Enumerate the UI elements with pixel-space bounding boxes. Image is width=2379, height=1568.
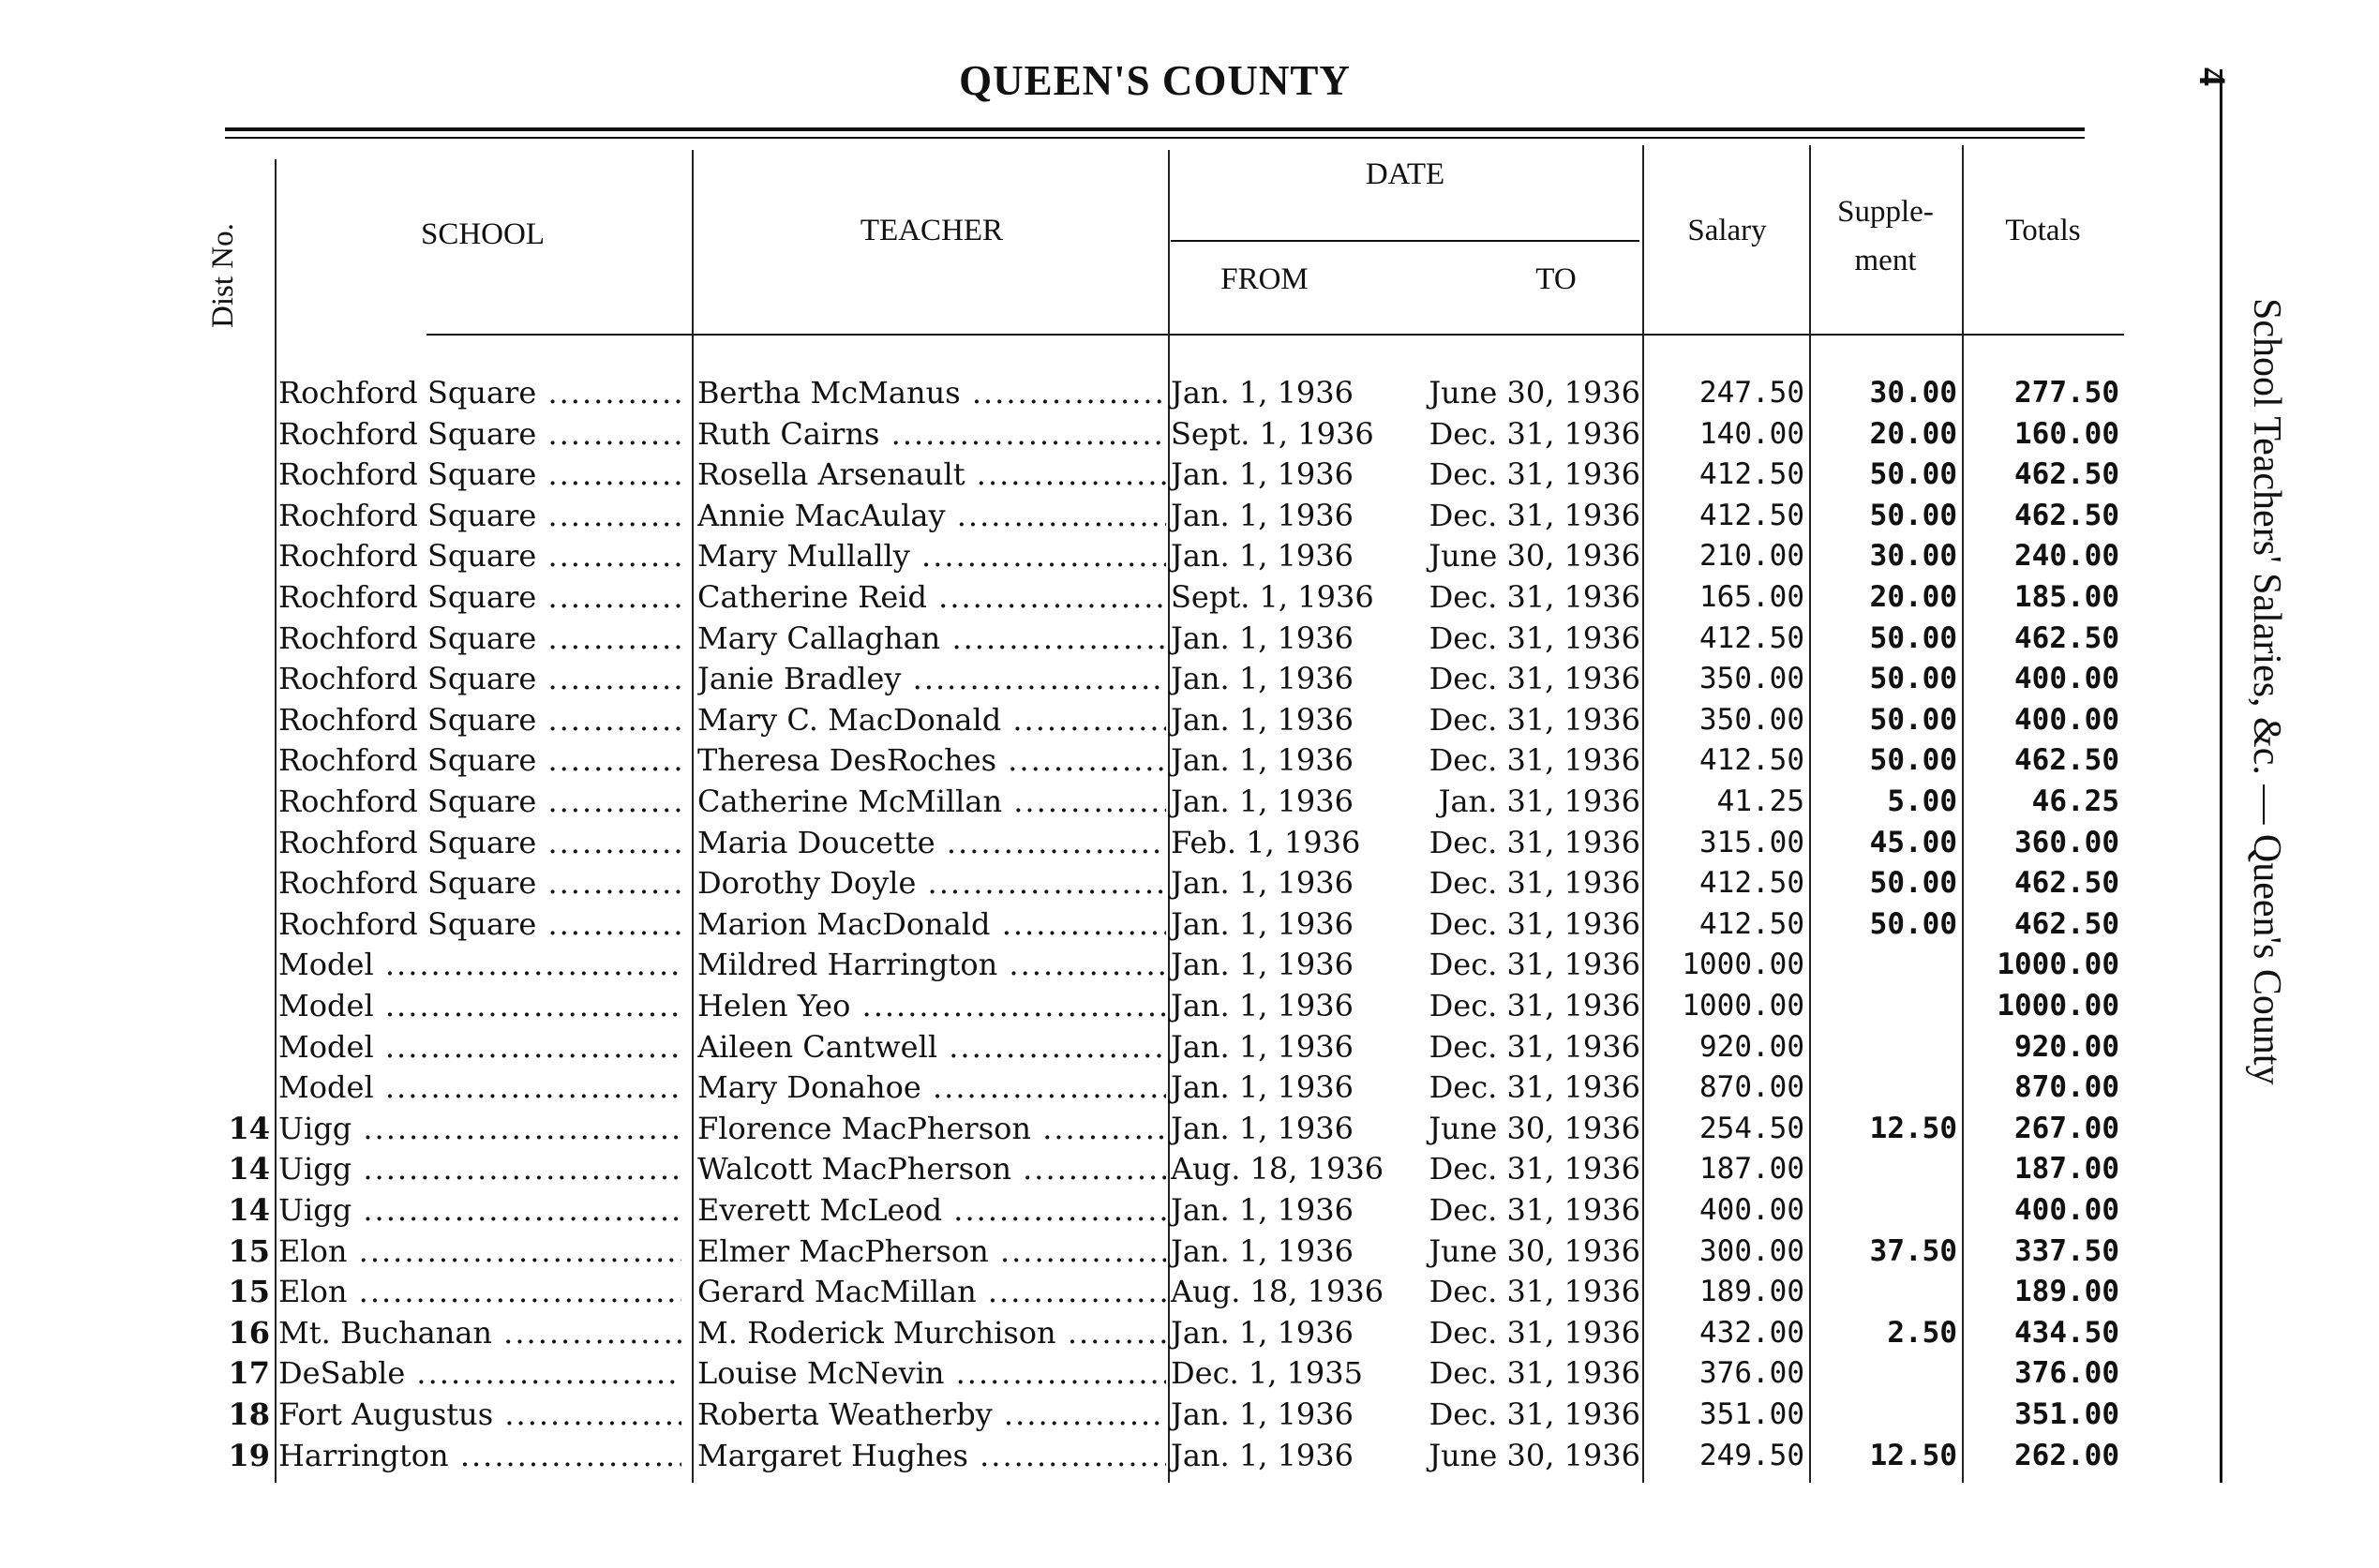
cell-date-to: June 30, 1936 — [1429, 538, 1640, 575]
cell-teacher: Helen Yeo ..... — [697, 986, 1166, 1026]
cell-dist-no: 18 — [228, 1396, 270, 1432]
cell-date-from: Jan. 1, 1936 — [1171, 905, 1354, 942]
cell-date-to: Dec. 31, 1936 — [1429, 1192, 1640, 1228]
cell-date-to: Dec. 31, 1936 — [1429, 865, 1640, 902]
cell-school: Rochford Square ..... — [278, 823, 681, 863]
cell-total: 277.50 — [2014, 376, 2119, 410]
table-row — [0, 782, 2156, 822]
cell-total: 462.50 — [2014, 457, 2119, 492]
cell-date-from: Jan. 1, 1936 — [1171, 988, 1354, 1023]
cell-total: 462.50 — [2014, 743, 2119, 778]
cell-salary: 412.50 — [1699, 906, 1804, 941]
cell-salary: 249.50 — [1699, 1438, 1804, 1472]
cell-teacher: Mary Mullally ..... — [697, 536, 1166, 576]
cell-teacher: Walcott MacPherson ..... — [697, 1149, 1166, 1189]
cell-total: 262.00 — [2014, 1438, 2119, 1472]
cell-date-to: Dec. 31, 1936 — [1429, 1396, 1640, 1432]
cell-date-from: Jan. 1, 1936 — [1171, 865, 1354, 902]
date-divider — [1171, 240, 1639, 242]
cell-date-to: June 30, 1936 — [1429, 1232, 1640, 1269]
cell-date-to: Dec. 31, 1936 — [1429, 1314, 1640, 1351]
cell-date-from: Jan. 1, 1936 — [1171, 947, 1354, 983]
cell-teacher: Florence MacPherson ..... — [697, 1109, 1166, 1149]
cell-date-to: June 30, 1936 — [1429, 1437, 1640, 1473]
cell-date-from: Aug. 18, 1936 — [1171, 1151, 1384, 1187]
cell-date-from: Jan. 1, 1936 — [1171, 784, 1354, 819]
cell-teacher: Mary Callaghan ..... — [697, 619, 1166, 659]
cell-salary: 920.00 — [1699, 1029, 1804, 1064]
cell-date-to: June 30, 1936 — [1429, 375, 1640, 411]
cell-date-from: Jan. 1, 1936 — [1171, 497, 1354, 533]
cell-date-from: Dec. 1, 1935 — [1171, 1355, 1363, 1392]
cell-total: 185.00 — [2014, 580, 2119, 614]
running-title: School Teachers' Salaries, &c. — Queen's County — [2245, 298, 2288, 1085]
cell-total: 434.50 — [2014, 1315, 2119, 1350]
cell-supplement: 50.00 — [1869, 498, 1957, 532]
cell-date-to: Dec. 31, 1936 — [1429, 1274, 1640, 1310]
cell-salary: 1000.00 — [1682, 989, 1804, 1023]
cell-supplement: 20.00 — [1869, 580, 1957, 614]
cell-date-to: Dec. 31, 1936 — [1429, 620, 1640, 656]
cell-salary: 412.50 — [1699, 620, 1804, 655]
cell-teacher: Mary Donahoe ..... — [697, 1068, 1166, 1108]
table-row — [0, 740, 2156, 781]
table-row — [0, 455, 2156, 495]
header-totals: Totals — [2005, 214, 2081, 247]
table-row — [0, 577, 2156, 618]
cell-total: 920.00 — [2014, 1029, 2119, 1064]
header-salary: Salary — [1687, 214, 1767, 247]
cell-school: Uigg ..... — [278, 1149, 681, 1189]
cell-date-from: Jan. 1, 1936 — [1171, 742, 1354, 779]
cell-salary: 432.00 — [1699, 1315, 1804, 1350]
cell-total: 462.50 — [2014, 498, 2119, 532]
cell-salary: 350.00 — [1699, 702, 1804, 737]
cell-supplement: 5.00 — [1887, 784, 1957, 818]
cell-supplement: 12.50 — [1869, 1111, 1957, 1145]
cell-date-from: Jan. 1, 1936 — [1171, 375, 1354, 411]
cell-date-from: Jan. 1, 1936 — [1171, 701, 1354, 738]
cell-teacher: M. Roderick Murchison ..... — [697, 1313, 1166, 1353]
cell-teacher: Margaret Hughes ..... — [697, 1436, 1166, 1476]
header-supplement: Supple- ment — [1837, 195, 1934, 277]
cell-date-from: Aug. 18, 1936 — [1171, 1274, 1384, 1310]
cell-salary: 140.00 — [1699, 416, 1804, 451]
table-row — [0, 904, 2156, 945]
table-row — [0, 536, 2156, 576]
cell-supplement: 20.00 — [1869, 416, 1957, 451]
cell-date-to: Dec. 31, 1936 — [1429, 947, 1640, 983]
cell-total: 187.00 — [2014, 1152, 2119, 1187]
header-school: SCHOOL — [420, 217, 546, 251]
cell-salary: 400.00 — [1699, 1193, 1804, 1227]
cell-supplement: 45.00 — [1869, 825, 1957, 859]
table-row — [0, 1232, 2156, 1272]
cell-school: DeSable ..... — [278, 1353, 681, 1394]
cell-teacher: Catherine Reid ..... — [697, 577, 1166, 618]
cell-date-from: Jan. 1, 1936 — [1171, 1192, 1354, 1228]
cell-salary: 315.00 — [1699, 825, 1804, 859]
cell-total: 462.50 — [2014, 620, 2119, 655]
cell-school: Harrington ..... — [278, 1436, 681, 1476]
cell-date-to: Dec. 31, 1936 — [1429, 415, 1640, 452]
header-date: DATE — [1365, 157, 1445, 191]
table-row — [0, 1190, 2156, 1231]
page-title: QUEEN'S COUNTY — [959, 57, 1351, 104]
cell-teacher: Mildred Harrington ..... — [697, 945, 1166, 985]
cell-salary: 412.50 — [1699, 498, 1804, 532]
cell-salary: 351.00 — [1699, 1397, 1804, 1431]
cell-school: Rochford Square ..... — [278, 536, 681, 576]
cell-date-to: Dec. 31, 1936 — [1429, 579, 1640, 615]
cell-teacher: Catherine McMillan ..... — [697, 782, 1166, 822]
cell-teacher: Mary C. MacDonald ..... — [697, 700, 1166, 740]
cell-date-to: Dec. 31, 1936 — [1429, 661, 1640, 697]
cell-school: Elon ..... — [278, 1272, 681, 1312]
cell-total: 400.00 — [2014, 662, 2119, 696]
cell-total: 189.00 — [2014, 1275, 2119, 1309]
table-row — [0, 945, 2156, 985]
table-row — [0, 986, 2156, 1026]
cell-dist-no: 14 — [228, 1192, 270, 1228]
cell-school: Model ..... — [278, 986, 681, 1026]
cell-supplement: 37.50 — [1869, 1233, 1957, 1268]
cell-supplement: 2.50 — [1887, 1315, 1957, 1350]
cell-teacher: Gerard MacMillan ..... — [697, 1272, 1166, 1312]
cell-salary: 376.00 — [1699, 1356, 1804, 1391]
table-row — [0, 1149, 2156, 1189]
cell-date-to: Dec. 31, 1936 — [1429, 1028, 1640, 1065]
cell-teacher: Elmer MacPherson ..... — [697, 1232, 1166, 1272]
table-row — [0, 1395, 2156, 1435]
cell-date-from: Sept. 1, 1936 — [1171, 415, 1374, 452]
cell-school: Rochford Square ..... — [278, 740, 681, 781]
header-dist-no: Dist No. — [206, 223, 240, 328]
cell-dist-no: 19 — [228, 1437, 270, 1473]
cell-school: Model ..... — [278, 1027, 681, 1068]
cell-date-from: Jan. 1, 1936 — [1171, 1028, 1354, 1065]
cell-teacher: Roberta Weatherby ..... — [697, 1395, 1166, 1435]
cell-salary: 300.00 — [1699, 1233, 1804, 1268]
cell-school: Rochford Square ..... — [278, 863, 681, 903]
cell-total: 1000.00 — [1997, 948, 2119, 982]
cell-teacher: Louise McNevin ..... — [697, 1353, 1166, 1394]
table-row — [0, 863, 2156, 903]
cell-date-from: Jan. 1, 1936 — [1171, 620, 1354, 656]
cell-teacher: Dorothy Doyle ..... — [697, 863, 1166, 903]
table-row — [0, 1068, 2156, 1108]
cell-school: Rochford Square ..... — [278, 455, 681, 495]
cell-total: 462.50 — [2014, 906, 2119, 941]
cell-supplement: 50.00 — [1869, 866, 1957, 901]
cell-date-to: Dec. 31, 1936 — [1429, 824, 1640, 860]
cell-salary: 870.00 — [1699, 1070, 1804, 1105]
cell-school: Model ..... — [278, 1068, 681, 1108]
cell-supplement: 50.00 — [1869, 743, 1957, 778]
cell-date-from: Jan. 1, 1936 — [1171, 538, 1354, 575]
cell-date-from: Sept. 1, 1936 — [1171, 579, 1374, 615]
cell-total: 160.00 — [2014, 416, 2119, 451]
cell-supplement: 30.00 — [1869, 376, 1957, 410]
cell-salary: 187.00 — [1699, 1152, 1804, 1187]
table-row — [0, 1436, 2156, 1476]
cell-supplement: 50.00 — [1869, 457, 1957, 492]
cell-salary: 189.00 — [1699, 1275, 1804, 1309]
cell-teacher: Annie MacAulay ..... — [697, 496, 1166, 536]
header-bottom-rule — [426, 334, 2124, 336]
cell-school: Rochford Square ..... — [278, 700, 681, 740]
cell-school: Rochford Square ..... — [278, 782, 681, 822]
cell-teacher: Marion MacDonald ..... — [697, 904, 1166, 945]
cell-date-to: Dec. 31, 1936 — [1429, 456, 1640, 493]
cell-salary: 412.50 — [1699, 457, 1804, 492]
cell-total: 351.00 — [2014, 1397, 2119, 1431]
cell-total: 400.00 — [2014, 1193, 2119, 1227]
cell-salary: 412.50 — [1699, 866, 1804, 901]
cell-total: 870.00 — [2014, 1070, 2119, 1105]
header-from: FROM — [1220, 262, 1309, 296]
cell-salary: 350.00 — [1699, 662, 1804, 696]
cell-school: Elon ..... — [278, 1232, 681, 1272]
table-row — [0, 1109, 2156, 1149]
cell-date-to: Dec. 31, 1936 — [1429, 701, 1640, 738]
cell-supplement: 12.50 — [1869, 1438, 1957, 1472]
cell-teacher: Rosella Arsenault ..... — [697, 455, 1166, 495]
cell-school: Rochford Square ..... — [278, 577, 681, 618]
cell-date-to: Dec. 31, 1936 — [1429, 988, 1640, 1023]
cell-school: Model ..... — [278, 945, 681, 985]
cell-school: Uigg ..... — [278, 1109, 681, 1149]
cell-supplement: 50.00 — [1869, 620, 1957, 655]
cell-total: 267.00 — [2014, 1111, 2119, 1145]
cell-school: Mt. Buchanan ..... — [278, 1313, 681, 1353]
margin-rule — [2220, 69, 2222, 1483]
cell-supplement: 50.00 — [1869, 662, 1957, 696]
table-row — [0, 1353, 2156, 1394]
cell-date-to: Jan. 31, 1936 — [1438, 784, 1640, 819]
cell-teacher: Maria Doucette ..... — [697, 823, 1166, 863]
cell-date-to: June 30, 1936 — [1429, 1110, 1640, 1146]
page-number: 4 — [2192, 67, 2234, 86]
cell-date-from: Jan. 1, 1936 — [1171, 1069, 1354, 1106]
cell-date-from: Jan. 1, 1936 — [1171, 661, 1354, 697]
cell-teacher: Bertha McManus ..... — [697, 373, 1166, 413]
cell-date-to: Dec. 31, 1936 — [1429, 1355, 1640, 1392]
cell-dist-no: 16 — [228, 1314, 270, 1351]
cell-total: 46.25 — [2031, 784, 2119, 818]
cell-date-from: Feb. 1, 1936 — [1171, 824, 1361, 860]
cell-total: 337.50 — [2014, 1233, 2119, 1268]
cell-teacher: Theresa DesRoches ..... — [697, 740, 1166, 781]
cell-date-from: Jan. 1, 1936 — [1171, 1232, 1354, 1269]
cell-school: Rochford Square ..... — [278, 414, 681, 455]
header-rule-top — [225, 127, 2085, 131]
cell-salary: 254.50 — [1699, 1111, 1804, 1145]
cell-total: 1000.00 — [1997, 989, 2119, 1023]
cell-date-to: Dec. 31, 1936 — [1429, 1069, 1640, 1106]
table-row — [0, 1313, 2156, 1353]
cell-total: 376.00 — [2014, 1356, 2119, 1391]
cell-school: Rochford Square ..... — [278, 496, 681, 536]
cell-date-from: Jan. 1, 1936 — [1171, 456, 1354, 493]
cell-school: Rochford Square ..... — [278, 619, 681, 659]
cell-date-from: Jan. 1, 1936 — [1171, 1110, 1354, 1146]
cell-date-from: Jan. 1, 1936 — [1171, 1314, 1354, 1351]
cell-salary: 41.25 — [1716, 784, 1804, 818]
cell-teacher: Janie Bradley ..... — [697, 659, 1166, 699]
cell-dist-no: 14 — [228, 1151, 270, 1187]
header-to: TO — [1535, 262, 1577, 296]
header-rule-bottom — [225, 137, 2085, 139]
cell-date-to: Dec. 31, 1936 — [1429, 742, 1640, 779]
cell-teacher: Everett McLeod ..... — [697, 1190, 1166, 1231]
cell-dist-no: 15 — [228, 1232, 270, 1269]
table-row — [0, 496, 2156, 536]
table-row — [0, 659, 2156, 699]
cell-dist-no: 15 — [228, 1274, 270, 1310]
cell-school: Rochford Square ..... — [278, 659, 681, 699]
cell-school: Uigg ..... — [278, 1190, 681, 1231]
cell-date-to: Dec. 31, 1936 — [1429, 497, 1640, 533]
cell-supplement: 50.00 — [1869, 702, 1957, 737]
cell-school: Rochford Square ..... — [278, 373, 681, 413]
cell-supplement: 30.00 — [1869, 539, 1957, 574]
table-row — [0, 373, 2156, 413]
table-row — [0, 700, 2156, 740]
cell-total: 400.00 — [2014, 702, 2119, 737]
cell-teacher: Aileen Cantwell ..... — [697, 1027, 1166, 1068]
cell-school: Rochford Square ..... — [278, 904, 681, 945]
table-row — [0, 1272, 2156, 1312]
cell-dist-no: 17 — [228, 1355, 270, 1392]
cell-date-to: Dec. 31, 1936 — [1429, 1151, 1640, 1187]
cell-teacher: Ruth Cairns ..... — [697, 414, 1166, 455]
header-teacher: TEACHER — [860, 214, 1004, 247]
table-row — [0, 414, 2156, 455]
cell-salary: 210.00 — [1699, 539, 1804, 574]
cell-date-from: Jan. 1, 1936 — [1171, 1396, 1354, 1432]
table-row — [0, 619, 2156, 659]
cell-total: 240.00 — [2014, 539, 2119, 574]
cell-supplement: 50.00 — [1869, 906, 1957, 941]
cell-salary: 165.00 — [1699, 580, 1804, 614]
cell-salary: 1000.00 — [1682, 948, 1804, 982]
cell-date-to: Dec. 31, 1936 — [1429, 905, 1640, 942]
cell-school: Fort Augustus ..... — [278, 1395, 681, 1435]
cell-salary: 412.50 — [1699, 743, 1804, 778]
cell-date-from: Jan. 1, 1936 — [1171, 1437, 1354, 1473]
table-row — [0, 1027, 2156, 1068]
cell-salary: 247.50 — [1699, 376, 1804, 410]
table-row — [0, 823, 2156, 863]
cell-total: 360.00 — [2014, 825, 2119, 859]
cell-total: 462.50 — [2014, 866, 2119, 901]
cell-dist-no: 14 — [228, 1110, 270, 1146]
